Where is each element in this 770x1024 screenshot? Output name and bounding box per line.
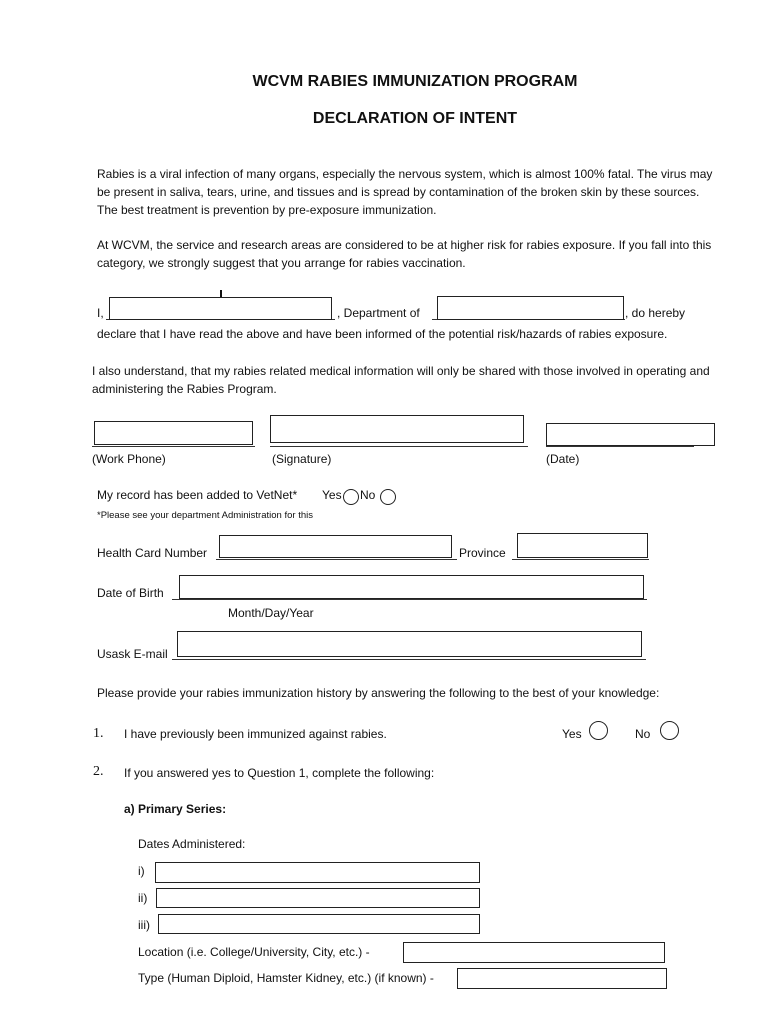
date-iii-field[interactable] <box>158 914 480 934</box>
location-label: Location (i.e. College/University, City, etc.) - <box>138 945 370 959</box>
q1-text: I have previously been immunized against rabies. <box>124 727 387 741</box>
vetnet-yes-label: Yes <box>322 488 342 502</box>
signature-underline <box>270 446 528 447</box>
signature-label: (Signature) <box>272 452 332 466</box>
date-i-field[interactable] <box>155 862 480 883</box>
q1-yes-label: Yes <box>562 727 582 741</box>
intro-paragraph-1: Rabies is a viral infection of many organs, especially the nervous system, which is almost 100% fatal. The virus may be present in saliva, tears, urine, and tissues and is spread by contamination of the broken skin by these sources. The best treatment is prevention by pre-exposure immunization. <box>97 167 713 217</box>
date-iii-label: iii) <box>138 918 150 932</box>
q1-no-label: No <box>635 727 651 741</box>
hereby-label: , do hereby <box>625 306 686 320</box>
date-ii-field[interactable] <box>156 888 480 908</box>
province-label: Province <box>459 546 506 560</box>
date-i-label: i) <box>138 864 145 878</box>
declaration-i-label: I, <box>97 306 104 320</box>
dob-label: Date of Birth <box>97 586 164 600</box>
province-field[interactable] <box>517 533 648 558</box>
date-label: (Date) <box>546 452 580 466</box>
primary-series-heading: a) Primary Series: <box>124 802 227 816</box>
location-field[interactable] <box>403 942 665 963</box>
q1-number: 1. <box>93 726 104 741</box>
dob-underline <box>172 599 647 600</box>
form-title: WCVM RABIES IMMUNIZATION PROGRAM <box>252 73 578 90</box>
name-field[interactable] <box>109 297 332 320</box>
history-intro: Please provide your rabies immunization history by answering the following to the best of your knowledge: <box>97 686 660 700</box>
vetnet-note: *Please see your department Administration for this <box>97 510 313 521</box>
q1-yes-radio[interactable] <box>589 721 608 740</box>
email-field[interactable] <box>177 631 642 657</box>
dob-hint: Month/Day/Year <box>228 606 314 620</box>
department-label: , Department of <box>337 306 420 320</box>
vetnet-no-label: No <box>360 488 376 502</box>
signature-field[interactable] <box>270 415 524 443</box>
dates-administered-label: Dates Administered: <box>138 837 246 851</box>
health-card-field[interactable] <box>219 535 452 558</box>
department-field[interactable] <box>437 296 624 320</box>
date-field[interactable] <box>546 423 715 446</box>
email-underline <box>172 659 646 660</box>
date-underline <box>546 446 694 447</box>
province-underline <box>512 559 649 560</box>
tick-mark <box>220 290 222 297</box>
type-label: Type (Human Diploid, Hamster Kidney, etc.) (if known) - <box>138 971 434 985</box>
health-card-underline <box>216 559 457 560</box>
vetnet-no-radio[interactable] <box>380 489 396 505</box>
email-label: Usask E-mail <box>97 647 168 661</box>
form-subtitle: DECLARATION OF INTENT <box>312 110 518 127</box>
q1-no-radio[interactable] <box>660 721 679 740</box>
work-phone-field[interactable] <box>94 421 253 445</box>
understand-paragraph: I also understand, that my rabies related medical information will only be shared with those involved in operating and administering the Rabies Program. <box>92 364 710 396</box>
vetnet-question: My record has been added to VetNet* <box>97 488 298 502</box>
type-field[interactable] <box>457 968 667 989</box>
work-phone-underline <box>92 446 255 447</box>
dob-field[interactable] <box>179 575 644 599</box>
intro-paragraph-2: At WCVM, the service and research areas are considered to be at higher risk for rabies exposure. If you fall into this category, we strongly suggest that you arrange for rabies vaccination. <box>97 238 712 270</box>
vetnet-yes-radio[interactable] <box>343 489 359 505</box>
date-ii-label: ii) <box>138 891 148 905</box>
work-phone-label: (Work Phone) <box>92 452 166 466</box>
q2-text: If you answered yes to Question 1, complete the following: <box>124 766 435 780</box>
health-card-label: Health Card Number <box>97 546 208 560</box>
declaration-line-2: declare that I have read the above and have been informed of the potential risk/hazards of rabies exposure. <box>97 327 668 341</box>
q2-number: 2. <box>93 764 104 779</box>
